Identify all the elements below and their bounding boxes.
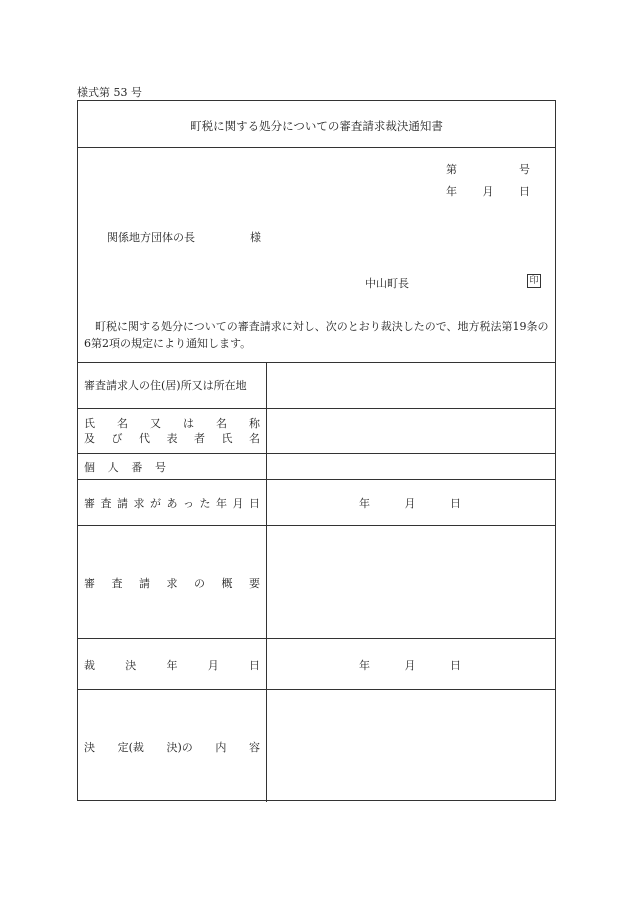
char: 者 — [194, 432, 205, 445]
char: 年 — [216, 497, 227, 510]
char: が — [150, 497, 161, 510]
char: 番 — [131, 461, 143, 474]
char: 人 — [107, 461, 119, 474]
char: 月 — [232, 497, 244, 510]
addressee: 関係地方団体の長 — [107, 231, 195, 244]
seal-mark: 印 — [527, 274, 541, 288]
request-date-day: 日 — [450, 497, 461, 510]
char: 氏 — [84, 417, 95, 430]
divider — [78, 147, 555, 148]
char: 名 — [249, 432, 260, 445]
char: 容 — [248, 741, 260, 754]
number-suffix: 号 — [519, 163, 530, 176]
char: 称 — [249, 417, 260, 430]
issue-date-year: 年 — [446, 185, 457, 198]
char: 査 — [100, 497, 112, 510]
char: び — [111, 432, 123, 445]
char: 査 — [111, 577, 123, 590]
number-prefix: 第 — [446, 163, 457, 176]
char: 求 — [166, 577, 178, 590]
char: た — [199, 497, 211, 510]
decision-date-month: 月 — [404, 659, 416, 672]
char: 要 — [249, 577, 260, 590]
char: あ — [166, 497, 178, 510]
char: 定(裁 — [117, 741, 144, 754]
decision-date-year: 年 — [359, 659, 370, 672]
char: の — [194, 577, 205, 590]
overview-label — [84, 575, 260, 591]
decision-content-field[interactable] — [267, 690, 555, 800]
name-field[interactable] — [267, 409, 555, 453]
issue-date-day: 日 — [519, 185, 530, 198]
request-date-field[interactable] — [359, 495, 461, 511]
char: 名 — [117, 417, 128, 430]
issue-date-month: 月 — [482, 185, 494, 198]
char: 氏 — [221, 432, 233, 445]
divider — [78, 638, 555, 639]
char: 日 — [249, 659, 260, 672]
decision-date-label — [84, 657, 260, 673]
char: 裁 — [84, 659, 95, 672]
char: 決 — [84, 741, 95, 754]
char: 内 — [215, 741, 227, 754]
divider — [78, 479, 555, 480]
char: 日 — [249, 497, 260, 510]
address-field[interactable] — [267, 363, 555, 408]
decision-date-day: 日 — [450, 659, 461, 672]
name-label-line2 — [84, 430, 260, 446]
char: 概 — [221, 577, 233, 590]
char: 又 — [150, 417, 161, 430]
char: 及 — [84, 432, 95, 445]
document-number — [446, 161, 530, 177]
char: 号 — [154, 461, 166, 474]
char: 表 — [166, 432, 178, 445]
char: 決)の — [166, 741, 193, 754]
char: 決 — [125, 659, 137, 672]
char: 年 — [166, 659, 178, 672]
honorific: 様 — [250, 231, 261, 244]
personal-number-field[interactable] — [267, 454, 555, 479]
char: は — [183, 417, 194, 430]
decision-content-label — [84, 739, 260, 755]
char: 審 — [84, 577, 95, 590]
char: 求 — [133, 497, 145, 510]
char: 月 — [207, 659, 219, 672]
request-date-year: 年 — [359, 497, 370, 510]
issue-date — [446, 183, 530, 199]
notice-form — [77, 100, 556, 801]
char: 請 — [117, 497, 128, 510]
name-label-line1 — [84, 415, 260, 431]
char: 個 — [84, 461, 95, 474]
char: 名 — [216, 417, 227, 430]
char: っ — [183, 497, 194, 510]
personal-number-label — [84, 459, 166, 475]
request-date-month: 月 — [404, 497, 416, 510]
document-title: 町税に関する処分についての審査請求裁決通知書 — [190, 119, 443, 133]
char: 請 — [139, 577, 150, 590]
decision-date-field[interactable] — [359, 657, 461, 673]
char: 審 — [84, 497, 95, 510]
request-date-label — [84, 495, 260, 511]
notice-body: 町税に関する処分についての審査請求に対し、次のとおり裁決したので、地方税法第19条の6第2項の規定により通知します。 — [84, 320, 549, 350]
char: 代 — [139, 432, 150, 445]
overview-field[interactable] — [267, 526, 555, 638]
address-label: 審査請求人の住(居)所又は所在地 — [84, 379, 247, 392]
sender: 中山町長 — [365, 277, 409, 290]
form-number: 様式第 53 号 — [77, 86, 142, 99]
